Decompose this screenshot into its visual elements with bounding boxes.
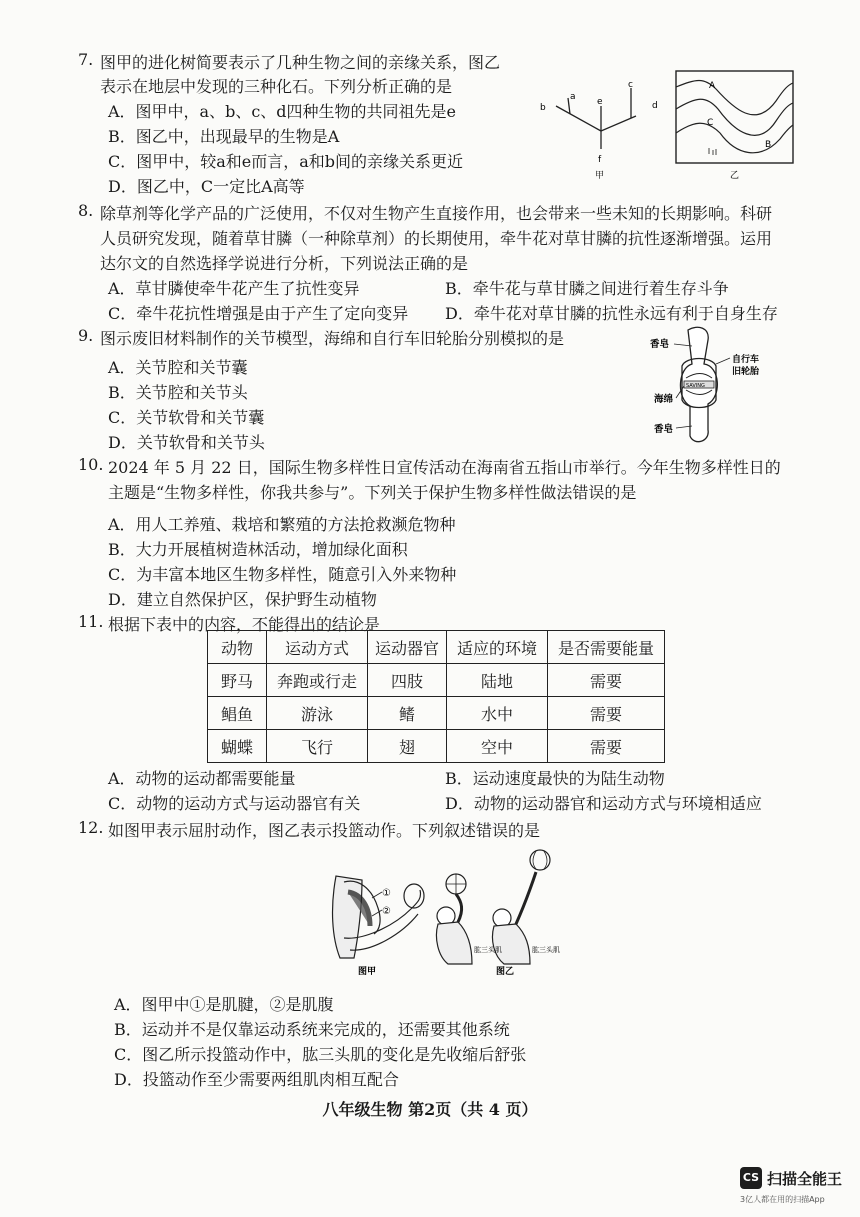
q11-cell: 翅 — [368, 730, 447, 763]
q12-option-b: B．运动并不是仅靠运动系统来完成的，还需要其他系统 — [114, 1020, 510, 1039]
watermark-name: 扫描全能王 — [767, 1170, 843, 1188]
q11-table-row — [208, 664, 665, 697]
q11-th-animal: 动物 — [208, 631, 267, 664]
q12-stem: 如图甲表示屈肘动作，图乙表示投篮动作。下列叙述错误的是 — [108, 821, 541, 840]
q9-label-soap-top: 香皂 — [650, 339, 670, 350]
q7-tree-label-d: d — [652, 101, 658, 111]
q12-elbow-flexion-figure — [322, 868, 432, 978]
q7-tree-label-e: e — [597, 97, 603, 107]
q9-option-c: C．关节软骨和关节囊 — [108, 408, 265, 427]
q7-strata-label-A: A — [709, 81, 716, 91]
q12-marker-1: ① — [382, 888, 391, 899]
q11-th-organ: 运动器官 — [368, 631, 447, 664]
q11-cell: 需要 — [548, 730, 665, 763]
q11-table-row — [208, 730, 665, 763]
q12-number: 12. — [78, 818, 104, 837]
q12-option-d: D．投篮动作至少需要两组肌肉相互配合 — [114, 1070, 399, 1089]
q11-cell: 游泳 — [267, 697, 368, 730]
q7-tree-label-b: b — [540, 103, 546, 113]
q11-number: 11. — [78, 612, 104, 631]
q11-table-row — [208, 697, 665, 730]
q11-cell: 需要 — [548, 697, 665, 730]
q7-tree-label-c: c — [628, 80, 633, 90]
q8-stem-line2: 人员研究发现，随着草甘膦（一种除草剂）的长期使用，牵牛花对草甘膦的抗性逐渐增强。运用 — [100, 229, 773, 248]
q12-muscle-label-right: 肱三头肌 — [532, 946, 560, 954]
q11-cell: 蝴蝶 — [208, 730, 267, 763]
q10-stem-line1: 2024 年 5 月 22 日，国际生物多样性日宣传活动在海南省五指山市举行。今年生物多样性日的 — [108, 458, 781, 477]
q8-stem-line1: 除草剂等化学产品的广泛使用，不仅对生物产生直接作用，也会带来一些未知的长期影响。科研 — [100, 204, 773, 223]
q11-th-energy: 是否需要能量 — [548, 631, 665, 664]
q12-caption-jia: 图甲 — [358, 967, 377, 977]
camscanner-logo-icon: CS — [740, 1167, 762, 1189]
q10-number: 10. — [78, 455, 104, 474]
q7-tree-caption: 甲 — [595, 171, 605, 181]
q7-tree-label-f: f — [598, 155, 602, 165]
q8-option-c: C．牵牛花抗性增强是由于产生了定向变异 — [108, 304, 409, 323]
q9-stem: 图示废旧材料制作的关节模型，海绵和自行车旧轮胎分别模拟的是 — [100, 329, 565, 348]
q12-basketball-shot-figure — [432, 846, 572, 976]
q9-label-sponge: 海绵 — [654, 394, 674, 405]
q11-option-d: D．动物的运动器官和运动方式与环境相适应 — [445, 794, 762, 813]
q7-option-a: A．图甲中，a、b、c、d四种生物的共同祖先是e — [108, 102, 457, 121]
q9-option-b: B．关节腔和关节头 — [108, 383, 248, 402]
q11-option-a: A．动物的运动都需要能量 — [108, 769, 296, 788]
q7-tree-label-a: a — [570, 92, 576, 102]
q11-cell: 飞行 — [267, 730, 368, 763]
q11-cell: 陆地 — [447, 664, 548, 697]
q8-option-b: B．牵牛花与草甘膦之间进行着生存斗争 — [445, 279, 729, 298]
q7-stem-line1: 图甲的进化树简要表示了几种生物之间的亲缘关系，图乙 — [100, 53, 501, 72]
q8-option-a: A．草甘膦使牵牛花产生了抗性变异 — [108, 279, 360, 298]
q11-cell: 水中 — [447, 697, 548, 730]
q7-option-b: B．图乙中，出现最早的生物是A — [108, 127, 340, 146]
q12-option-c: C．图乙所示投篮动作中，肱三头肌的变化是先收缩后舒张 — [114, 1045, 527, 1064]
q7-evolution-tree-figure — [536, 76, 666, 181]
q11-cell: 鲳鱼 — [208, 697, 267, 730]
q9-label-soap-bottom: 香皂 — [654, 424, 674, 435]
q12-marker-2: ② — [382, 906, 391, 917]
q9-number: 9. — [78, 326, 94, 345]
q8-number: 8. — [78, 201, 94, 220]
q9-option-a: A．关节腔和关节囊 — [108, 358, 248, 377]
q11-cell: 鳍 — [368, 697, 447, 730]
q11-cell: 四肢 — [368, 664, 447, 697]
q11-cell: 野马 — [208, 664, 267, 697]
q9-sponge-print: SAVING — [686, 383, 705, 389]
q10-option-c: C．为丰富本地区生物多样性，随意引入外来物种 — [108, 565, 457, 584]
q11-cell: 需要 — [548, 664, 665, 697]
q8-stem-line3: 达尔文的自然选择学说进行分析，下列说法正确的是 — [100, 254, 469, 273]
q11-cell: 空中 — [447, 730, 548, 763]
q7-strata-label-B: B — [765, 140, 772, 150]
q11-th-environment: 适应的环境 — [447, 631, 548, 664]
q10-option-d: D．建立自然保护区，保护野生动植物 — [108, 590, 377, 609]
q9-label-tire: 自行车旧轮胎 — [732, 355, 760, 377]
q11-table-header-row — [208, 631, 665, 664]
page-footer: 八年级生物 第2页（共 4 页） — [322, 1100, 538, 1119]
q9-joint-model-figure — [650, 326, 780, 451]
q11-table — [207, 630, 665, 763]
q10-stem-line2: 主题是“生物多样性，你我共参与”。下列关于保护生物多样性做法错误的是 — [108, 483, 637, 502]
q11-option-b: B．运动速度最快的为陆生动物 — [445, 769, 665, 788]
q7-option-c: C．图甲中，较a和e而言，a和b间的亲缘关系更近 — [108, 152, 464, 171]
q8-option-d: D．牵牛花对草甘膦的抗性永远有利于自身生存 — [445, 304, 778, 323]
q7-strata-figure — [676, 71, 806, 181]
q10-option-b: B．大力开展植树造林活动，增加绿化面积 — [108, 540, 408, 559]
q10-option-a: A．用人工养殖、栽培和繁殖的方法抢救濒危物种 — [108, 515, 456, 534]
q9-option-d: D．关节软骨和关节头 — [108, 433, 265, 452]
q11-cell: 奔跑或行走 — [267, 664, 368, 697]
watermark-tagline: 3亿人都在用的扫描App — [740, 1195, 825, 1204]
q12-caption-yi: 图乙 — [496, 967, 515, 977]
q12-option-a: A．图甲中①是肌腱，②是肌腹 — [114, 995, 334, 1014]
q7-strata-caption: 乙 — [730, 171, 740, 181]
q11-th-mode: 运动方式 — [267, 631, 368, 664]
q11-option-c: C．动物的运动方式与运动器官有关 — [108, 794, 361, 813]
q12-muscle-label-left: 肱三头肌 — [474, 946, 502, 954]
q7-option-d: D．图乙中，C一定比A高等 — [108, 177, 305, 196]
q7-strata-label-C: C — [707, 118, 714, 128]
q11-stem: 根据下表中的内容，不能得出的结论是 — [108, 615, 381, 634]
q7-number: 7. — [78, 50, 94, 69]
q7-stem-line2: 表示在地层中发现的三种化石。下列分析正确的是 — [100, 77, 453, 96]
